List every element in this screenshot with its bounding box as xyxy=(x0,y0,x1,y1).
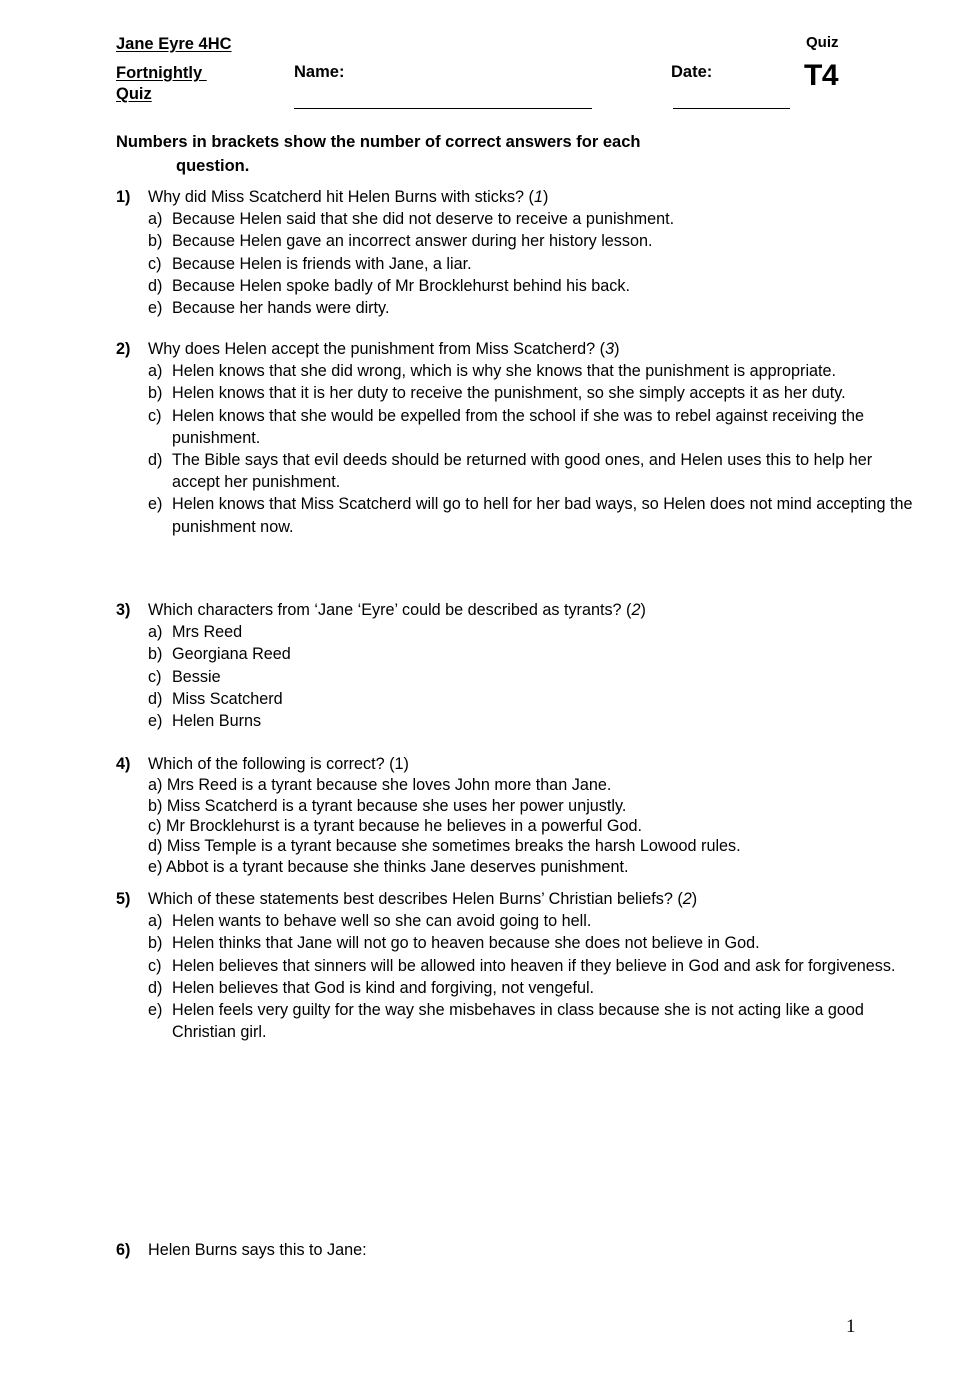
option-text: Helen believes that God is kind and forgiving, not vengeful. xyxy=(172,978,595,997)
option-text: Because Helen spoke badly of Mr Brocklehurst behind his back. xyxy=(172,276,630,295)
option-letter: d) xyxy=(148,451,163,470)
option-text: Miss Temple is a tyrant because she sometimes breaks the harsh Lowood rules. xyxy=(166,837,741,856)
question-5-answers xyxy=(116,910,916,1043)
question-1-answer-count: 1 xyxy=(533,188,543,206)
question-2-answer-count: 3 xyxy=(605,340,615,358)
list-item[interactable] xyxy=(116,360,916,382)
option-letter: a) xyxy=(148,776,163,795)
question-4 xyxy=(116,753,916,877)
option-letter: b) xyxy=(148,645,163,664)
option-text: Mrs Reed is a tyrant because she loves John more than Jane. xyxy=(166,776,612,795)
question-3-answers xyxy=(116,621,916,732)
list-item[interactable] xyxy=(116,621,916,643)
option-text: Miss Scatcherd xyxy=(172,689,283,708)
option-letter: a) xyxy=(148,623,163,642)
page-number: 1 xyxy=(846,1316,856,1337)
option-letter: c) xyxy=(148,956,162,975)
quiz-word-label: Quiz xyxy=(806,34,839,51)
option-text: Because Helen is friends with Jane, a liar. xyxy=(172,254,472,273)
question-2-answers xyxy=(116,360,916,538)
question-5-prompt xyxy=(116,888,916,910)
option-letter: d) xyxy=(148,276,163,295)
instruction-note xyxy=(116,130,856,178)
question-3-text-tail: ) xyxy=(640,601,646,619)
question-1-answers xyxy=(116,208,916,319)
option-letter: e) xyxy=(148,299,163,318)
question-2-number: 2) xyxy=(116,340,131,358)
question-4-prompt xyxy=(116,753,916,775)
list-item[interactable] xyxy=(116,977,916,999)
quiz-kind-line-2: Quiz xyxy=(116,85,152,103)
list-item[interactable] xyxy=(116,405,916,449)
question-6-text: Helen Burns says this to Jane: xyxy=(148,1241,367,1259)
list-item[interactable] xyxy=(116,999,916,1043)
question-1-number: 1) xyxy=(116,188,131,206)
quiz-kind-line-1: Fortnightly xyxy=(116,64,207,82)
name-write-in-line[interactable] xyxy=(294,108,592,109)
list-item[interactable] xyxy=(148,857,916,877)
option-letter: e) xyxy=(148,712,163,731)
question-3-number: 3) xyxy=(116,601,131,619)
list-item[interactable] xyxy=(116,253,916,275)
question-1-prompt xyxy=(116,186,916,208)
question-3-answer-count: 2 xyxy=(631,601,641,619)
option-text: Helen wants to behave well so she can avoid going to hell. xyxy=(172,912,592,931)
document-header xyxy=(116,34,906,124)
header-left-titles xyxy=(116,34,296,105)
option-letter: a) xyxy=(148,362,163,381)
option-text: Mrs Reed xyxy=(172,623,243,642)
question-5 xyxy=(116,888,916,1043)
instruction-line-1: Numbers in brackets show the number of correct answers for each xyxy=(116,133,641,151)
option-letter: b) xyxy=(148,384,163,403)
list-item[interactable] xyxy=(116,208,916,230)
question-6-number: 6) xyxy=(116,1241,131,1259)
list-item[interactable] xyxy=(116,932,916,954)
quiz-code-label: T4 xyxy=(804,59,839,92)
option-text: Georgiana Reed xyxy=(172,645,291,664)
list-item[interactable] xyxy=(116,493,916,537)
list-item[interactable] xyxy=(148,816,916,836)
list-item[interactable] xyxy=(116,275,916,297)
question-6 xyxy=(116,1239,916,1261)
option-letter: c) xyxy=(148,406,162,425)
option-text: The Bible says that evil deeds should be returned with good ones, and Helen uses this to help her accept her punishment. xyxy=(172,451,873,492)
option-letter: c) xyxy=(148,817,162,836)
option-letter: c) xyxy=(148,254,162,273)
option-letter: e) xyxy=(148,1001,163,1020)
option-letter: c) xyxy=(148,667,162,686)
option-text: Helen thinks that Jane will not go to heaven because she does not believe in God. xyxy=(172,934,760,953)
option-text: Helen knows that it is her duty to receive the punishment, so she simply accepts it as her duty. xyxy=(172,384,846,403)
option-letter: e) xyxy=(148,857,163,876)
question-3-prompt xyxy=(116,599,916,621)
question-5-text-tail: ) xyxy=(691,890,698,908)
name-label: Name: xyxy=(294,63,345,81)
question-5-number: 5) xyxy=(116,890,131,908)
list-item[interactable] xyxy=(116,955,916,977)
option-text: Because Helen gave an incorrect answer during her history lesson. xyxy=(172,232,653,251)
option-letter: b) xyxy=(148,232,163,251)
option-text: Helen Burns xyxy=(172,712,262,731)
question-3-text: Which characters from ‘Jane ‘Eyre’ could be described as tyrants? ( xyxy=(148,601,632,619)
question-2-prompt xyxy=(116,338,916,360)
question-5-text: Which of these statements best describes Helen Burns’ Christian beliefs? ( xyxy=(148,890,683,908)
option-letter: d) xyxy=(148,837,163,856)
list-item[interactable] xyxy=(116,449,916,493)
list-item[interactable] xyxy=(148,836,916,856)
list-item[interactable] xyxy=(148,796,916,816)
date-label: Date: xyxy=(671,63,713,81)
option-letter: b) xyxy=(148,796,163,815)
option-text: Because Helen said that she did not deserve to receive a punishment. xyxy=(172,210,675,229)
date-write-in-line[interactable] xyxy=(673,108,790,109)
question-1-text: Why did Miss Scatcherd hit Helen Burns with sticks? ( xyxy=(148,188,534,206)
list-item[interactable] xyxy=(116,643,916,665)
list-item[interactable] xyxy=(148,775,916,795)
question-1 xyxy=(116,186,916,319)
question-4-text: Which of the following is correct? (1) xyxy=(148,755,409,773)
list-item[interactable] xyxy=(116,297,916,319)
list-item[interactable] xyxy=(116,710,916,732)
question-2-text-tail: ) xyxy=(614,340,620,358)
question-3 xyxy=(116,599,916,732)
option-text: Helen believes that sinners will be allowed into heaven if they believe in God and ask for forgiveness. xyxy=(172,956,896,975)
question-2-text: Why does Helen accept the punishment from Miss Scatcherd? ( xyxy=(148,340,606,358)
option-letter: b) xyxy=(148,934,163,953)
list-item[interactable] xyxy=(116,688,916,710)
option-text: Helen knows that she would be expelled from the school if she was to rebel against receiving the punishment. xyxy=(172,406,864,447)
option-text: Helen feels very guilty for the way she misbehaves in class because she is not acting like a good Christian girl. xyxy=(172,1001,864,1042)
question-1-text-tail: ) xyxy=(542,188,549,206)
option-text: Bessie xyxy=(172,667,221,686)
option-text: Mr Brocklehurst is a tyrant because he believes in a powerful God. xyxy=(165,817,642,836)
option-letter: d) xyxy=(148,689,163,708)
option-text: Helen knows that she did wrong, which is why she knows that the punishment is appropriate. xyxy=(172,362,837,381)
option-letter: d) xyxy=(148,978,163,997)
option-letter: a) xyxy=(148,912,163,931)
question-4-answers xyxy=(116,775,916,877)
instruction-line-2: question. xyxy=(176,157,250,175)
list-item[interactable] xyxy=(116,666,916,688)
option-text: Because her hands were dirty. xyxy=(172,299,390,318)
option-letter: a) xyxy=(148,210,163,229)
course-title: Jane Eyre 4HC xyxy=(116,35,232,53)
question-5-answer-count: 2 xyxy=(682,890,692,908)
option-text: Abbot is a tyrant because she thinks Jane deserves punishment. xyxy=(166,857,629,876)
option-text: Helen knows that Miss Scatcherd will go to hell for her bad ways, so Helen does not mind accepting the punishment now. xyxy=(172,495,913,536)
list-item[interactable] xyxy=(116,910,916,932)
question-2 xyxy=(116,338,916,538)
list-item[interactable] xyxy=(116,230,916,252)
question-6-prompt xyxy=(116,1239,916,1261)
question-4-number: 4) xyxy=(116,755,131,773)
option-letter: e) xyxy=(148,495,163,514)
option-text: Miss Scatcherd is a tyrant because she uses her power unjustly. xyxy=(166,796,627,815)
list-item[interactable] xyxy=(116,382,916,404)
